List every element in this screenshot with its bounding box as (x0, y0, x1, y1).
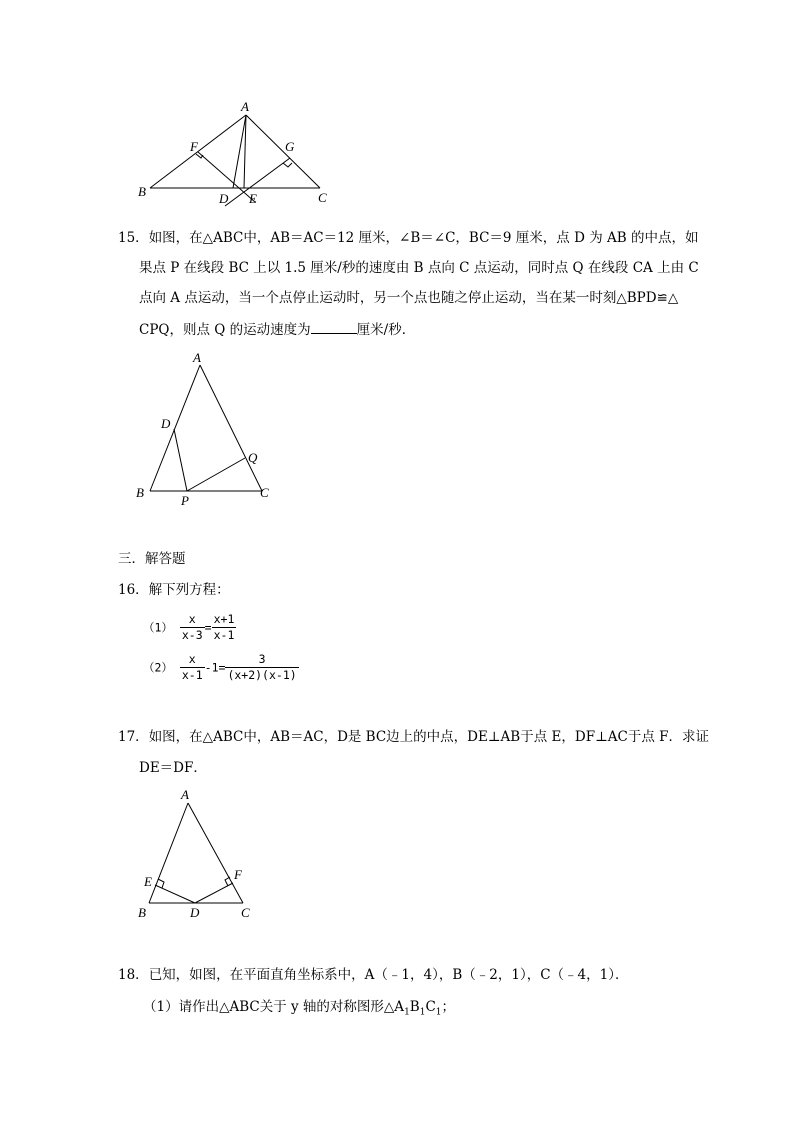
fraction: $\frac{3}{(x+2)(x-1)}$ (227, 652, 297, 682)
q15-line4: CPQ，则点 Q 的运动速度为 厘米/秒． (139, 319, 415, 340)
q18-number: 18． (118, 967, 149, 983)
q16-title: 16．解下列方程： (118, 582, 230, 598)
point-label-e: E (144, 874, 152, 889)
fraction: $\frac{x}{x-3}$ (181, 612, 203, 642)
point-label-e: E (249, 191, 257, 206)
point-label-b: B (138, 184, 146, 199)
point-label-b: B (136, 485, 144, 500)
q18-sub1: （1）请作出△ABC关于 y 轴的对称图形$\triangle A_1B_1C_1$； (143, 999, 456, 1018)
point-label-c: C (260, 485, 269, 500)
answer-blank[interactable] (311, 319, 357, 334)
q17-line2: DE＝DF． (139, 760, 207, 776)
q16-equation-1: （1） $\frac{x}{x-3}$ = $\frac{x+1}{x-1}$ (143, 612, 235, 642)
figure-q15 (132, 345, 282, 510)
figure-q17 (132, 783, 262, 923)
q15-line3: 点向 A 点运动，当一个点停止运动时，另一个点也随之停止运动，当在某一时刻△BPD≌△ (139, 290, 679, 306)
q15-line2: 果点 P 在线段 BC 上以 1.5 厘米/秒的速度由 B 点向 C 点运动，同时点 Q 在线段 CA 上由 C (139, 260, 699, 276)
q16-number: 16． (118, 582, 149, 598)
point-label-f: F (234, 867, 242, 882)
q18-line1: 18．已知，如图，在平面直角坐标系中，A（﹣1，4），B（﹣2，1），C（﹣4，1）． (118, 967, 629, 983)
q17-line1: 17．如图，在△ABC中，AB＝AC，D是 BC边上的中点，DE⊥AB于点 E，DF⊥AC于点 F．求证 (118, 729, 709, 745)
point-label-d: D (161, 416, 171, 431)
point-label-f: F (190, 139, 198, 154)
point-label-d: D (190, 905, 200, 920)
q16-equation-2: （2） $\frac{x}{x-1}$ -1= $\frac{3}{(x+2)(x-1)}$ (143, 652, 297, 682)
fraction: $\frac{x+1}{x-1}$ (213, 612, 235, 642)
point-label-b: B (138, 905, 146, 920)
point-label-a: A (181, 787, 189, 802)
point-label-a: A (241, 99, 249, 114)
point-label-c: C (241, 905, 250, 920)
point-label-g: G (285, 139, 295, 154)
point-label-c: C (318, 190, 327, 205)
section-title: 三．解答题 (118, 551, 186, 567)
point-label-q: Q (248, 450, 258, 465)
point-label-p: P (181, 493, 189, 508)
q17-number: 17． (118, 729, 149, 745)
fraction: $\frac{x}{x-1}$ (181, 652, 203, 682)
q15-line1: 15．如图，在△ABC中，AB＝AC＝12 厘米，∠B＝∠C，BC＝9 厘米，点 D 为 AB 的中点，如 (118, 230, 699, 246)
figure-q14 (130, 95, 340, 210)
point-label-d: D (219, 191, 229, 206)
q15-number: 15． (118, 230, 149, 246)
point-label-a: A (193, 350, 201, 365)
